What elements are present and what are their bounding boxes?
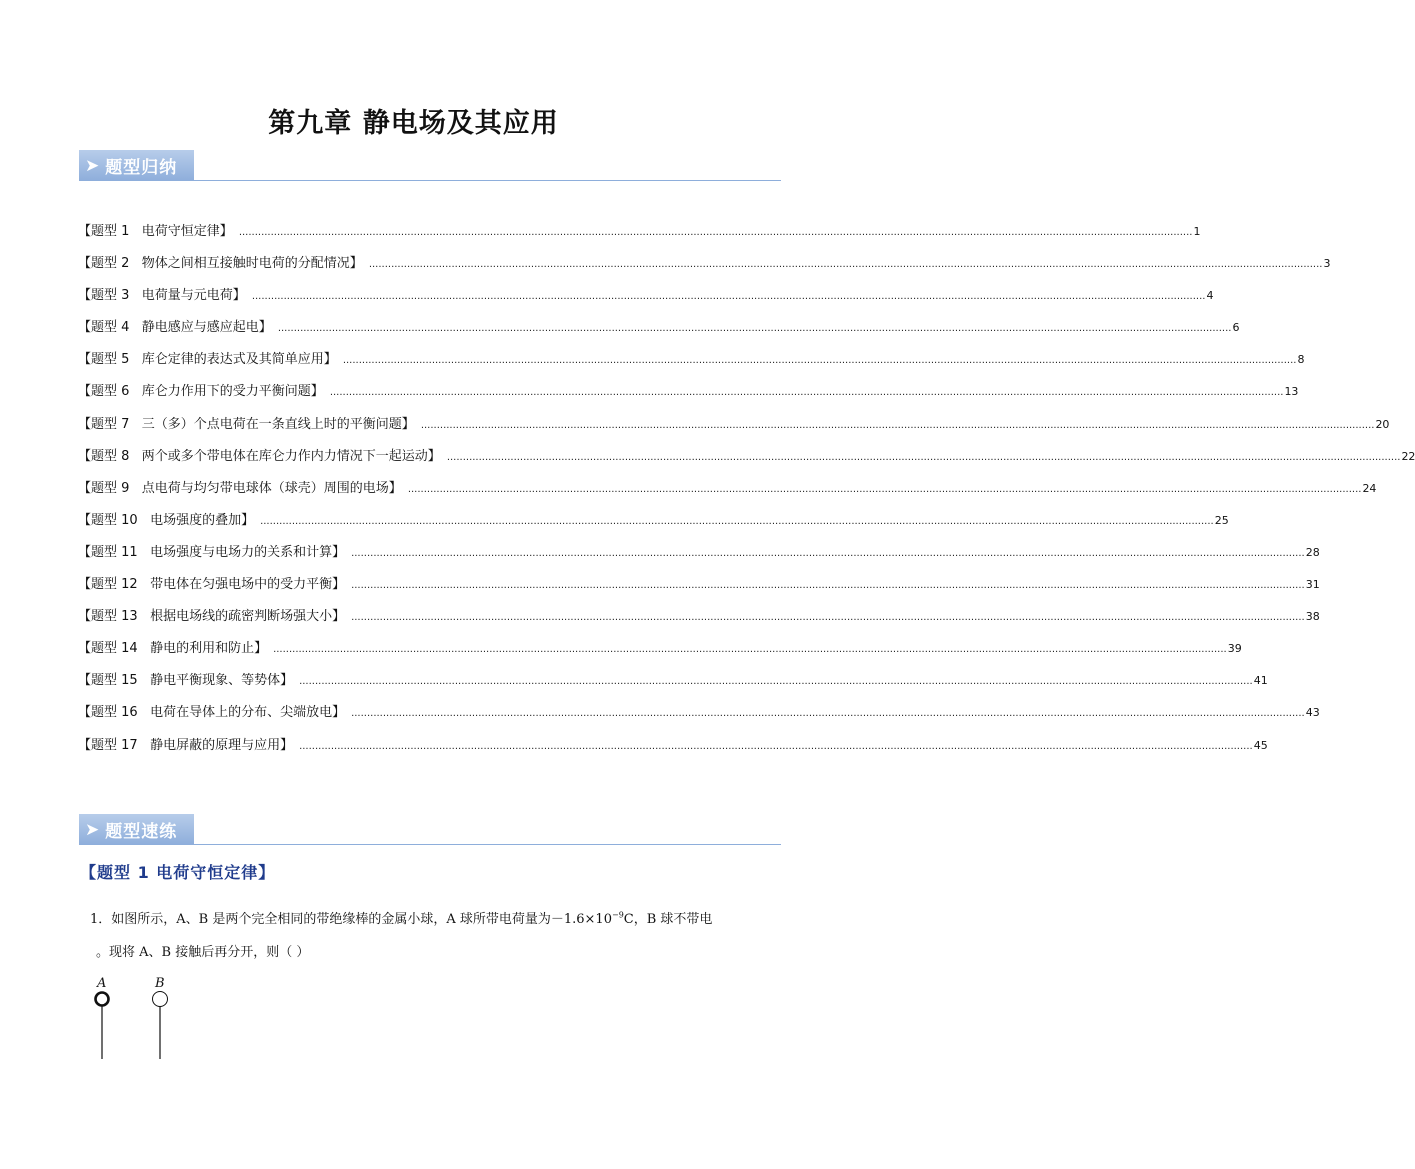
toc-entry-label: 【题型 10 电场强度的叠加】 [78,512,255,528]
spheres-diagram [88,972,188,1064]
toc-entry-label: 【题型 8 两个或多个带电体在库仑力作内力情况下一起运动】 [78,448,441,464]
section-divider [79,844,781,845]
toc-leader-dots: ............................................................................................................................................................................................................................................................................................................ [368,259,1323,271]
toc-leader-dots: ............................................................................................................................................................................................................................................................................................................ [351,708,1305,720]
toc-page-number: 13 [1284,385,1299,399]
toc-leader-dots: ............................................................................................................................................................................................................................................................................................................ [446,451,1401,463]
toc-leader-dots: ............................................................................................................................................................................................................................................................................................................ [351,547,1305,559]
section-tab [79,814,194,845]
toc-page-number: 38 [1305,610,1320,624]
sphere-b-label: B [155,976,165,991]
question-text: C，B 球不带电 [623,912,713,927]
toc-entry[interactable] [78,701,1320,733]
toc-leader-dots: ............................................................................................................................................................................................................................................................................................................ [351,580,1305,592]
figure-charged-spheres [88,972,188,1068]
toc-entry-label: 【题型 1 电荷守恒定律】 [78,224,233,239]
section-title: 题型归纳 [105,158,178,178]
toc-page-number: 4 [1206,289,1214,303]
toc-page-number: 43 [1305,706,1320,720]
toc-entry[interactable] [78,509,1229,541]
toc-entry-label: 【题型 2 物体之间相互接触时电荷的分配情况】 [78,256,363,272]
toc-entry-label: 【题型 6 库仑力作用下的受力平衡问题】 [78,384,324,400]
chevron-right-icon: ➤ [85,819,100,840]
toc-leader-dots: ............................................................................................................................................................................................................................................................................................................ [329,387,1284,399]
toc-leader-dots: ............................................................................................................................................................................................................................................................................................................ [299,676,1253,688]
toc-entry[interactable] [78,220,1201,252]
toc-page-number: 8 [1297,353,1305,367]
section-tab [79,150,194,181]
toc-leader-dots: ............................................................................................................................................................................................................................................................................................................ [273,644,1227,656]
toc-page-number: 1 [1193,225,1201,238]
section-title: 题型速练 [105,822,178,842]
toc-leader-dots: ............................................................................................................................................................................................................................................................................................................ [351,612,1305,624]
sphere-a-label: A [97,976,107,991]
question-line-2: 。现将 A、B 接触后再分开，则（ ） [96,945,310,960]
toc-entry-label: 【题型 15 静电平衡现象、等势体】 [78,673,294,689]
toc-entry-label: 【题型 3 电荷量与元电荷】 [78,288,246,304]
sphere-b [153,992,168,1007]
toc-entry[interactable] [78,413,1390,445]
toc-page-number: 3 [1323,257,1331,271]
toc-entry[interactable] [78,252,1331,284]
table-of-contents [78,220,1415,766]
section-header-summary [79,150,781,182]
toc-entry[interactable] [78,734,1268,766]
section-divider [79,180,781,181]
toc-page-number: 20 [1375,417,1390,431]
toc-page-number: 28 [1305,545,1320,559]
toc-entry-label: 【题型 4 静电感应与感应起电】 [78,320,272,336]
toc-leader-dots: ............................................................................................................................................................................................................................................................................................................ [420,419,1375,431]
toc-entry-label: 【题型 5 库仑定律的表达式及其简单应用】 [78,352,337,368]
toc-entry[interactable] [78,348,1305,380]
toc-entry[interactable] [78,669,1268,701]
toc-page-number: 24 [1362,481,1377,495]
toc-entry[interactable] [78,637,1242,669]
toc-entry[interactable] [78,445,1415,477]
toc-entry[interactable] [78,605,1320,637]
toc-leader-dots: ............................................................................................................................................................................................................................................................................................................ [407,483,1362,495]
toc-leader-dots: ............................................................................................................................................................................................................................................................................................................ [299,740,1253,752]
toc-page-number: 41 [1253,674,1268,688]
toc-entry-label: 【题型 16 电荷在导体上的分布、尖端放电】 [78,705,346,721]
toc-entry-label: 【题型 9 点电荷与均匀带电球体（球壳）周围的电场】 [78,480,402,496]
toc-entry-label: 【题型 17 静电屏蔽的原理与应用】 [78,737,294,753]
toc-entry[interactable] [78,284,1214,316]
question-type-heading: 【题型 1 电荷守恒定律】 [80,863,276,882]
toc-entry-label: 【题型 13 根据电场线的疏密判断场强大小】 [78,609,346,625]
toc-entry-label: 【题型 12 带电体在匀强电场中的受力平衡】 [78,577,346,593]
toc-entry[interactable] [78,541,1320,573]
toc-page-number: 39 [1227,642,1242,656]
toc-page-number: 25 [1214,513,1229,527]
toc-page-number: 6 [1232,321,1240,335]
toc-page-number: 22 [1401,449,1415,463]
sphere-a [96,993,109,1006]
toc-leader-dots: ............................................................................................................................................................................................................................................................................................................ [251,291,1206,303]
question-exponent: −9 [611,910,624,920]
chevron-right-icon: ➤ [85,155,100,176]
toc-page-number: 31 [1305,578,1320,592]
toc-entry-label: 【题型 14 静电的利用和防止】 [78,641,268,657]
toc-entry[interactable] [78,573,1320,605]
toc-leader-dots: ............................................................................................................................................................................................................................................................................................................ [260,515,1214,527]
toc-entry-label: 【题型 11 电场强度与电场力的关系和计算】 [78,544,346,560]
toc-entry-label: 【题型 7 三（多）个点电荷在一条直线上时的平衡问题】 [78,416,415,432]
section-header-practice [79,814,781,846]
toc-leader-dots: ............................................................................................................................................................................................................................................................................................................ [238,227,1193,238]
toc-entry[interactable] [78,380,1299,412]
question-text: 1．如图所示，A、B 是两个完全相同的带绝缘棒的金属小球，A 球所带电荷量为－1.6×10 [90,912,612,927]
toc-leader-dots: ............................................................................................................................................................................................................................................................................................................ [277,323,1232,335]
question-line-1 [90,908,758,927]
toc-leader-dots: ............................................................................................................................................................................................................................................................................................................ [342,355,1297,367]
page-title: 第九章 静电场及其应用 [268,108,559,139]
toc-entry[interactable] [78,316,1240,348]
toc-page-number: 45 [1253,738,1268,752]
toc-entry[interactable] [78,477,1377,509]
